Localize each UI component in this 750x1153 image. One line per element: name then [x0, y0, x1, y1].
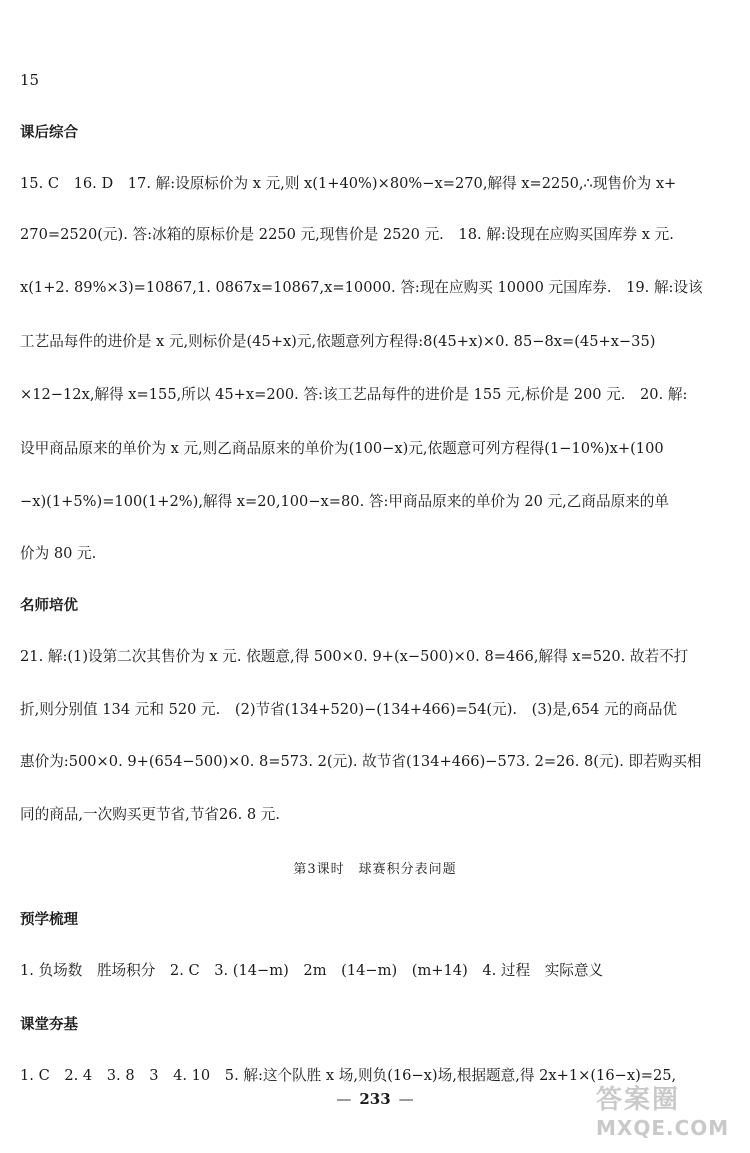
- answer-line: 惠价为:500×0. 9+(654−500)×0. 8=573. 2(元). 故节省(134+466)−573. 2=26. 8(元). 即若购买相: [20, 753, 702, 770]
- section-heading-teacher: 名师培优: [20, 598, 78, 614]
- top-number: 15: [20, 71, 40, 89]
- watermark-top-text: 答案圈: [596, 1085, 681, 1115]
- page-number-dash-right: —: [398, 1090, 414, 1108]
- answer-line: 1. 负场数 胜场积分 2. C 3. (14−m) 2m (14−m) (m+14) 4. 过程 实际意义: [20, 962, 604, 979]
- answer-line: 21. 解:(1)设第二次其售价为 x 元. 依题意,得 500×0. 9+(x−500)×0. 8=466,解得 x=520. 故若不打: [20, 648, 689, 665]
- answer-line: 15. C 16. D 17. 解:设原标价为 x 元,则 x(1+40%)×80%−x=270,解得 x=2250,∴现售价为 x+: [20, 175, 677, 192]
- answer-line: 设甲商品原来的单价为 x 元,则乙商品原来的单价为(100−x)元,依题意可列方程得(1−10%)x+(100: [20, 440, 664, 457]
- answer-line: 270=2520(元). 答:冰箱的原标价是 2250 元,现售价是 2520 元. 18. 解:设现在应购买国库券 x 元.: [20, 226, 674, 243]
- section-heading-preview: 预学梳理: [20, 912, 78, 928]
- answer-line: 同的商品,一次购买更节省,节省26. 8 元.: [20, 806, 281, 823]
- answer-line: ×12−12x,解得 x=155,所以 45+x=200. 答:该工艺品每件的进价是 155 元,标价是 200 元. 20. 解:: [20, 386, 688, 403]
- watermark-bottom-text: MXQE.COM: [596, 1116, 730, 1140]
- lesson-title: 第3课时 球赛积分表问题: [293, 862, 457, 877]
- answer-line: 折,则分别值 134 元和 520 元. (2)节省(134+520)−(134+466)=54(元). (3)是,654 元的商品优: [20, 701, 678, 718]
- answer-line: 1. C 2. 4 3. 8 3 4. 10 5. 解:这个队胜 x 场,则负(16−x)场,根据题意,得 2x+1×(16−x)=25,: [20, 1067, 677, 1084]
- answer-line: x(1+2. 89%×3)=10867,1. 0867x=10867,x=10000. 答:现在应购买 10000 元国库券. 19. 解:设该: [20, 279, 703, 296]
- watermark-logo: [596, 1079, 746, 1149]
- answer-line: −x)(1+5%)=100(1+2%),解得 x=20,100−x=80. 答:甲商品原来的单价为 20 元,乙商品原来的单: [20, 493, 669, 510]
- section-heading-classroom: 课堂夯基: [20, 1017, 78, 1033]
- page-number-value: 233: [359, 1090, 391, 1108]
- answer-line: 工艺品每件的进价是 x 元,则标价是(45+x)元,依题意列方程得:8(45+x)×0. 85−8x=(45+x−35): [20, 333, 656, 350]
- page-number-dash-left: —: [336, 1090, 352, 1108]
- section-heading-after-class: 课后综合: [20, 125, 78, 141]
- answer-line: 价为 80 元.: [20, 545, 97, 562]
